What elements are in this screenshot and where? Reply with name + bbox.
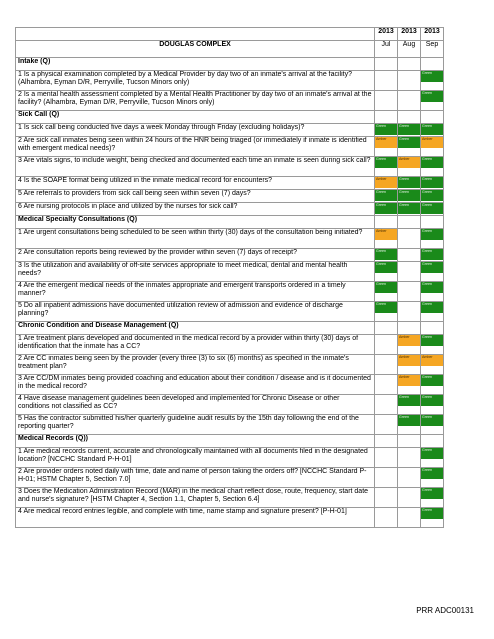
status-cell-sep	[421, 282, 444, 302]
question-row	[16, 468, 444, 488]
status-cell-jul	[375, 137, 398, 157]
question-row	[16, 137, 444, 157]
section-empty-cell	[375, 216, 398, 229]
status-badge: Green	[421, 177, 443, 188]
month-aug: Aug	[398, 41, 421, 58]
status-cell-aug	[398, 282, 421, 302]
question-row	[16, 177, 444, 190]
status-cell-jul	[375, 91, 398, 111]
question-text: 4 Is the SOAPE format being utilized in the inmate medical record for encounters?	[16, 177, 375, 190]
question-row	[16, 124, 444, 137]
status-cell-aug	[398, 302, 421, 322]
status-badge: Green	[421, 335, 443, 346]
status-badge: Green	[421, 71, 443, 82]
document-ref: PRR ADC00131	[416, 606, 474, 615]
year-row-blank	[16, 28, 375, 41]
status-badge: Green	[375, 262, 397, 273]
question-text: 1 Are medical records current, accurate and chronologically maintained with all documents filed in the designated location? [NCCHC Standard P-H-01]	[16, 448, 375, 468]
question-row	[16, 448, 444, 468]
status-cell-aug	[398, 395, 421, 415]
status-cell-jul	[375, 262, 398, 282]
status-cell-sep	[421, 177, 444, 190]
question-text: 1 Are urgent consultations being scheduled to be seen within thirty (30) days of the consultation being initiated?	[16, 229, 375, 249]
year-aug: 2013	[398, 28, 421, 41]
question-row	[16, 302, 444, 322]
year-row	[16, 28, 444, 41]
status-cell-jul	[375, 415, 398, 435]
question-text: 3 Is the utilization and availability of off-site services appropriate to meet medical, dental and mental health needs?	[16, 262, 375, 282]
status-cell-jul	[375, 355, 398, 375]
status-badge: Green	[421, 375, 443, 386]
section-title: Medical Records (Q))	[16, 435, 375, 448]
status-badge: Green	[421, 229, 443, 240]
year-jul: 2013	[375, 28, 398, 41]
status-cell-jul	[375, 203, 398, 216]
status-cell-sep	[421, 448, 444, 468]
status-cell-aug	[398, 137, 421, 157]
section-empty-cell	[375, 322, 398, 335]
question-text: 1 Is sick call being conducted five days a week Monday through Friday (excluding holidays)?	[16, 124, 375, 137]
question-text: 2 Are consultation reports being reviewed by the provider within seven (7) days of receipt?	[16, 249, 375, 262]
status-badge: Green	[421, 488, 443, 499]
status-cell-sep	[421, 375, 444, 395]
status-cell-sep	[421, 468, 444, 488]
section-empty-cell	[421, 58, 444, 71]
question-text: 2 Are sick call inmates being seen within 24 hours of the HNR being triaged (or immediately if inmate is identified with emergent medical needs)?	[16, 137, 375, 157]
question-row	[16, 375, 444, 395]
status-badge: Green	[375, 190, 397, 201]
question-text: 3 Does the Medication Administration Record (MAR) in the medical chart reflect dose, route, frequency, start date and nurse's signature? [HSTM Chapter 4, Section 1.1, Chapter 5, Section 6.4]	[16, 488, 375, 508]
status-cell-jul	[375, 448, 398, 468]
status-badge: Green	[421, 249, 443, 260]
status-badge: Amber	[421, 137, 443, 148]
section-header-row	[16, 111, 444, 124]
status-cell-aug	[398, 157, 421, 177]
status-cell-aug	[398, 229, 421, 249]
status-cell-jul	[375, 177, 398, 190]
status-cell-aug	[398, 448, 421, 468]
status-cell-sep	[421, 335, 444, 355]
question-row	[16, 262, 444, 282]
status-cell-aug	[398, 488, 421, 508]
status-badge: Green	[398, 124, 420, 135]
status-cell-sep	[421, 203, 444, 216]
question-text: 2 Are provider orders noted daily with time, date and name of person taking the orders off? [NCCHC Standard P-H-01; HSTM Chapter 5, Section 7.0]	[16, 468, 375, 488]
status-cell-aug	[398, 91, 421, 111]
status-cell-aug	[398, 177, 421, 190]
status-badge: Green	[375, 282, 397, 293]
status-cell-jul	[375, 395, 398, 415]
status-cell-jul	[375, 229, 398, 249]
status-badge: Green	[421, 203, 443, 214]
status-cell-aug	[398, 249, 421, 262]
status-cell-sep	[421, 302, 444, 322]
status-cell-jul	[375, 335, 398, 355]
question-text: 3 Are vitals signs, to include weight, being checked and documented each time an inmate is seen during sick call?	[16, 157, 375, 177]
section-title: Intake (Q)	[16, 58, 375, 71]
status-cell-aug	[398, 468, 421, 488]
status-badge: Amber	[398, 335, 420, 346]
section-empty-cell	[398, 216, 421, 229]
status-badge: Green	[398, 395, 420, 406]
status-cell-aug	[398, 508, 421, 528]
section-empty-cell	[421, 435, 444, 448]
status-cell-aug	[398, 375, 421, 395]
status-cell-aug	[398, 415, 421, 435]
question-row	[16, 508, 444, 528]
status-badge: Amber	[398, 375, 420, 386]
status-cell-aug	[398, 190, 421, 203]
status-badge: Green	[421, 190, 443, 201]
status-cell-jul	[375, 190, 398, 203]
section-header-row	[16, 58, 444, 71]
status-cell-aug	[398, 335, 421, 355]
status-cell-sep	[421, 71, 444, 91]
section-empty-cell	[375, 435, 398, 448]
status-badge: Amber	[375, 137, 397, 148]
status-cell-jul	[375, 282, 398, 302]
status-cell-sep	[421, 137, 444, 157]
status-cell-jul	[375, 468, 398, 488]
status-badge: Green	[421, 282, 443, 293]
section-title: Chronic Condition and Disease Management (Q)	[16, 322, 375, 335]
question-text: 2 Is a mental health assessment completed by a Mental Health Practitioner by day two of an inmate's arrival at the facility? (Alhambra, Eyman D/R, Perryville, Tucson Minors only)	[16, 91, 375, 111]
question-text: 5 Are referrals to providers from sick call being seen within seven (7) days?	[16, 190, 375, 203]
section-empty-cell	[421, 322, 444, 335]
status-badge: Green	[375, 203, 397, 214]
status-cell-sep	[421, 395, 444, 415]
status-cell-jul	[375, 508, 398, 528]
question-row	[16, 157, 444, 177]
question-row	[16, 335, 444, 355]
section-empty-cell	[398, 435, 421, 448]
status-badge: Green	[375, 249, 397, 260]
status-badge: Green	[398, 177, 420, 188]
section-title: Sick Call (Q)	[16, 111, 375, 124]
status-cell-jul	[375, 124, 398, 137]
status-cell-aug	[398, 124, 421, 137]
status-badge: Green	[421, 302, 443, 313]
question-text: 1 Are treatment plans developed and documented in the medical record by a provider within thirty (30) days of identification that the inmate has a CC?	[16, 335, 375, 355]
section-empty-cell	[398, 322, 421, 335]
month-jul: Jul	[375, 41, 398, 58]
question-row	[16, 282, 444, 302]
status-badge: Amber	[375, 177, 397, 188]
status-badge: Green	[421, 124, 443, 135]
status-cell-sep	[421, 157, 444, 177]
status-badge: Green	[398, 203, 420, 214]
section-empty-cell	[398, 58, 421, 71]
question-text: 1 Is a physical examination completed by a Medical Provider by day two of an inmate's arrival at the facility? (Alhambra, Eyman D/R, Perryville, Tucson Minors only)	[16, 71, 375, 91]
status-badge: Amber	[398, 355, 420, 366]
title-row	[16, 41, 444, 58]
status-cell-sep	[421, 229, 444, 249]
question-row	[16, 190, 444, 203]
question-row	[16, 203, 444, 216]
status-cell-aug	[398, 71, 421, 91]
compliance-table	[15, 27, 444, 528]
status-badge: Green	[421, 395, 443, 406]
status-badge: Green	[398, 137, 420, 148]
status-badge: Green	[398, 190, 420, 201]
section-empty-cell	[375, 111, 398, 124]
status-badge: Green	[398, 415, 420, 426]
question-row	[16, 249, 444, 262]
question-text: 3 Are CC/DM inmates being provided coaching and education about their condition / disease and is it documented in the medical record?	[16, 375, 375, 395]
status-badge: Green	[421, 415, 443, 426]
question-row	[16, 355, 444, 375]
status-cell-jul	[375, 375, 398, 395]
status-cell-sep	[421, 190, 444, 203]
section-empty-cell	[398, 111, 421, 124]
status-cell-jul	[375, 488, 398, 508]
status-cell-aug	[398, 203, 421, 216]
status-cell-aug	[398, 355, 421, 375]
section-empty-cell	[421, 111, 444, 124]
status-cell-sep	[421, 355, 444, 375]
question-text: 6 Are nursing protocols in place and utilized by the nurses for sick call?	[16, 203, 375, 216]
section-empty-cell	[375, 58, 398, 71]
question-text: 4 Have disease management guidelines been developed and implemented for Chronic Disease or other conditions not classified as CC?	[16, 395, 375, 415]
section-header-row	[16, 435, 444, 448]
question-text: 4 Are medical record entries legible, and complete with time, name stamp and signature present? [P-H-01]	[16, 508, 375, 528]
status-cell-sep	[421, 488, 444, 508]
status-badge: Green	[375, 124, 397, 135]
status-cell-sep	[421, 124, 444, 137]
complex-title: DOUGLAS COMPLEX	[16, 41, 375, 58]
status-cell-sep	[421, 508, 444, 528]
status-badge: Green	[375, 157, 397, 168]
question-row	[16, 91, 444, 111]
status-cell-aug	[398, 262, 421, 282]
status-badge: Green	[421, 91, 443, 102]
question-row	[16, 395, 444, 415]
status-cell-jul	[375, 249, 398, 262]
status-badge: Green	[421, 157, 443, 168]
section-header-row	[16, 322, 444, 335]
section-title: Medical Specialty Consultations (Q)	[16, 216, 375, 229]
status-badge: Amber	[375, 229, 397, 240]
question-text: 5 Has the contractor submitted his/her quarterly guideline audit results by the 15th day following the end of the reporting quarter?	[16, 415, 375, 435]
status-cell-sep	[421, 249, 444, 262]
question-text: 2 Are CC inmates being seen by the provider (every three (3) to six (6) months) as specified in the inmate's treatment plan?	[16, 355, 375, 375]
status-cell-jul	[375, 157, 398, 177]
question-row	[16, 71, 444, 91]
question-row	[16, 229, 444, 249]
question-row	[16, 488, 444, 508]
status-badge: Green	[375, 302, 397, 313]
status-badge: Green	[421, 262, 443, 273]
status-cell-jul	[375, 71, 398, 91]
status-badge: Green	[421, 448, 443, 459]
status-badge: Amber	[398, 157, 420, 168]
question-text: 4 Are the emergent medical needs of the inmates appropriate and emergent transports ordered in a timely manner?	[16, 282, 375, 302]
section-header-row	[16, 216, 444, 229]
question-text: 5 Do all inpatient admissions have documented utilization review of admission and evidence of discharge planning?	[16, 302, 375, 322]
status-cell-sep	[421, 262, 444, 282]
month-sep: Sep	[421, 41, 444, 58]
question-row	[16, 415, 444, 435]
year-sep: 2013	[421, 28, 444, 41]
status-badge: Green	[421, 468, 443, 479]
status-cell-jul	[375, 302, 398, 322]
status-badge: Green	[421, 508, 443, 519]
section-empty-cell	[421, 216, 444, 229]
status-cell-sep	[421, 415, 444, 435]
status-badge: Amber	[421, 355, 443, 366]
status-cell-sep	[421, 91, 444, 111]
